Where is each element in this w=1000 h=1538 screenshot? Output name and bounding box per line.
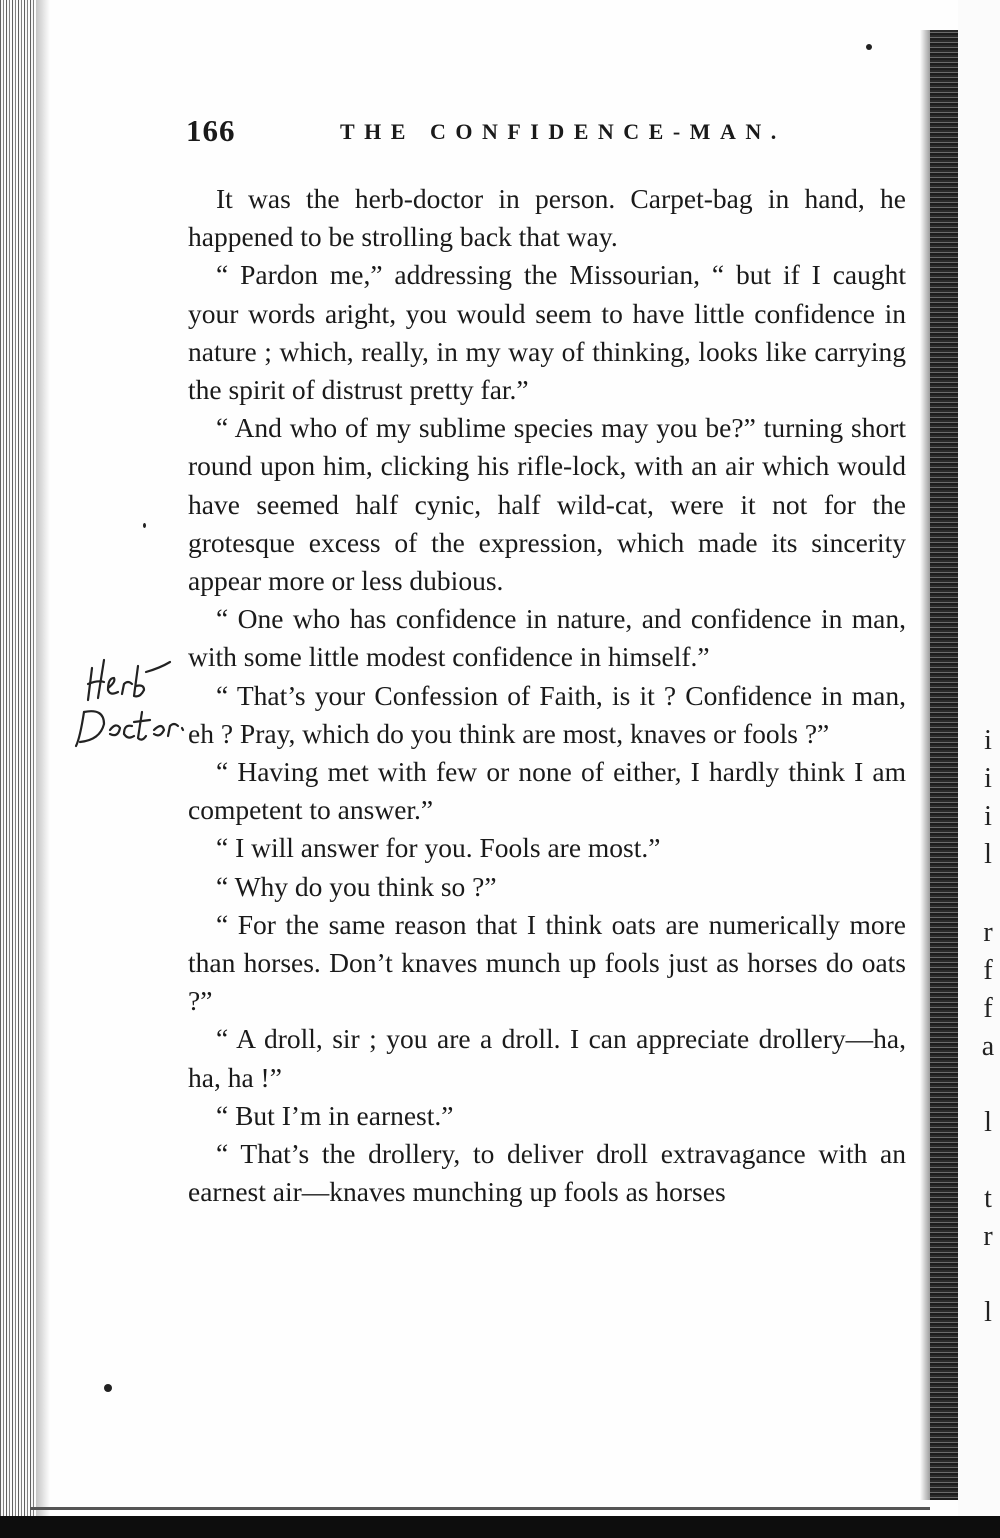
paragraph: “ For the same reason that I think oats are numerically more than horses. Don’t knaves munch up fools just as horses do oats ?” [188,908,906,1017]
paragraph: “ I will answer for you. Fools are most.” [216,832,661,864]
adjacent-page-letter: f [983,955,993,986]
handwritten-margin-note [70,638,190,758]
binding-gutter [0,0,36,1538]
paragraph: “ That’s the drollery, to deliver droll extravagance with an earnest air—knaves munching up fools as horses [188,1138,906,1208]
scan-bottom-edge [0,1516,1000,1538]
paragraph: “ Pardon me,” addressing the Missourian, “ but if I caught your words aright, you would seem to have little confidence in nature ; which, really, in my way of thinking, looks like carrying the spirit of distrust pretty far.” [188,259,906,406]
adjacent-page-strip [958,0,1000,1538]
scan-speck [143,523,146,528]
bottom-rule [30,1507,930,1510]
adjacent-page-letter: i [984,763,992,794]
adjacent-page-letter: l [984,839,992,870]
adjacent-page-letter: l [984,1107,992,1138]
paragraph: “ Having met with few or none of either, I hardly think I am competent to answer.” [188,756,906,826]
adjacent-page-letter: f [983,993,993,1024]
running-head [186,113,906,157]
body-text [188,180,906,1211]
scan-speck [104,1384,112,1392]
paragraph: It was the herb-doctor in person. Carpet-bag in hand, he happened to be strolling back that way. [188,183,906,253]
adjacent-page-letter: i [984,801,992,832]
scan-speck [866,44,872,50]
gutter-shadow [36,0,50,1538]
adjacent-page-letter: t [984,1183,992,1214]
paragraph: “ A droll, sir ; you are a droll. I can appreciate drollery—ha, ha, ha !” [188,1023,906,1093]
page-edge-shadow [920,30,930,1500]
adjacent-page-letter: l [984,1297,992,1328]
adjacent-page-letter: i [984,725,992,756]
paragraph: “ That’s your Confession of Faith, is it ? Confidence in man, eh ? Pray, which do you think are most, knaves or fools ?” [188,679,906,749]
paragraph: “ One who has confidence in nature, and confidence in man, with some little modest confidence in himself.” [188,603,906,673]
page-number: 166 [186,113,236,148]
adjacent-page-letter: a [981,1031,995,1062]
paragraph: “ And who of my sublime species may you be?” turning short round upon him, clicking his rifle-lock, with an air which would have seemed half cynic, half wild-cat, were it not for the grotesque excess of the expression, which made its sincerity appear more or less dubious. [188,412,906,597]
paragraph: “ Why do you think so ?” [216,870,497,902]
paragraph: “ But I’m in earnest.” [216,1099,454,1131]
adjacent-page-letter: r [983,917,993,948]
running-title: THE CONFIDENCE-MAN. [340,119,786,144]
adjacent-page-letter: r [983,1221,993,1252]
page-edge-stack [930,30,958,1500]
